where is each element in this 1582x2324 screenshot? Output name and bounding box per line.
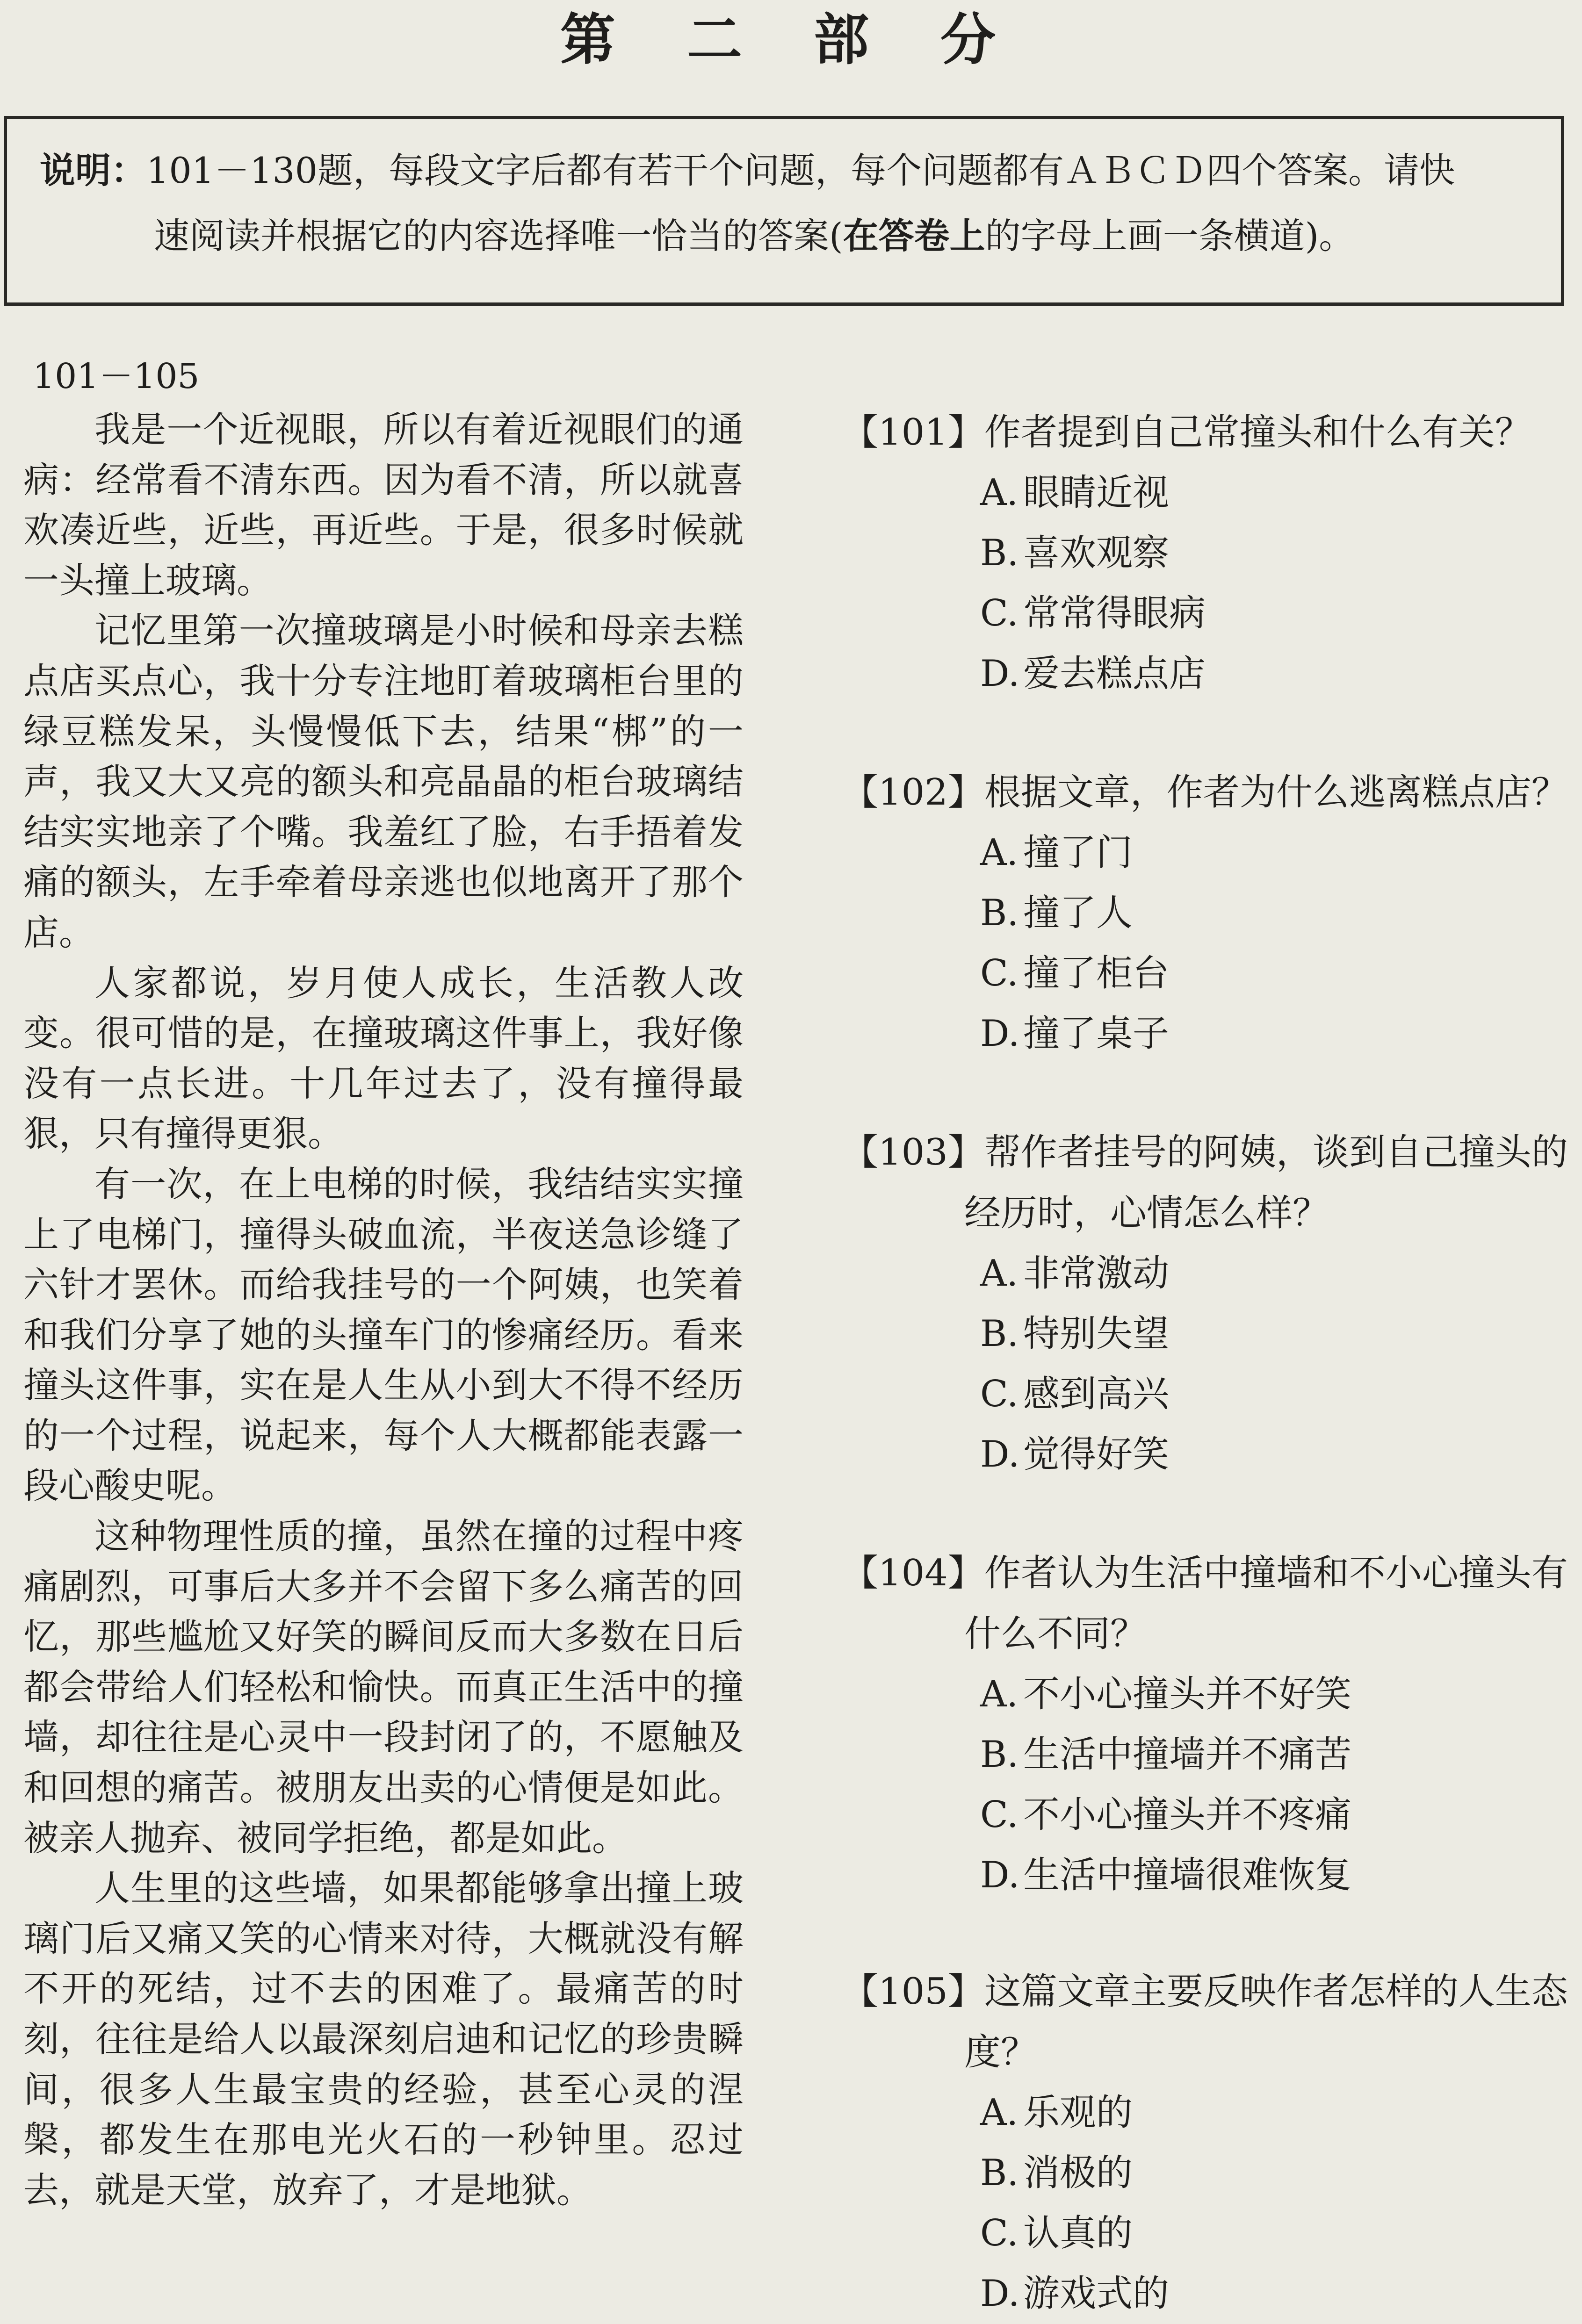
option-letter: B.: [980, 892, 1019, 934]
instructions-emphasis: 在答卷上: [843, 215, 985, 257]
option-list: [842, 1664, 1571, 1906]
option-letter: C.: [980, 592, 1019, 634]
question-stem: [842, 402, 1571, 463]
passage-paragraph: 有一次，在上电梯的时候，我结结实实撞上了电梯门，撞得头破血流，半夜送急诊缝了六针才罢休。而给我挂号的一个阿姨，也笑着和我们分享了她的头撞车门的惨痛经历。看来撞头这件事，实在是人生从小到大不得不经历的一个过程，说起来，每个人大概都能表露一段心酸史呢。: [23, 1163, 744, 1507]
option-b[interactable]: [980, 1304, 1571, 1364]
instructions-text-2: 速阅读并根据它的内容选择唯一恰当的答案(: [154, 215, 843, 257]
option-letter: D.: [980, 1854, 1020, 1896]
option-text: 撞了柜台: [1023, 952, 1170, 994]
question-stem: [842, 1543, 1571, 1664]
option-text: 非常激动: [1023, 1252, 1170, 1295]
instructions-box: [4, 116, 1564, 306]
option-letter: A.: [980, 1673, 1019, 1715]
option-letter: D.: [980, 2273, 1020, 2315]
option-letter: D.: [980, 1013, 1020, 1055]
option-a[interactable]: [980, 1664, 1571, 1725]
question-text: 这篇文章主要反映作者怎样的人生态度？: [964, 1971, 1568, 2073]
question-103: [842, 1122, 1571, 1485]
instructions-text-3: 的字母上画一条横道)。: [985, 215, 1355, 257]
question-number: 【105】: [842, 1971, 984, 2013]
option-letter: B.: [980, 1734, 1019, 1776]
option-list: [842, 2083, 1571, 2324]
option-letter: B.: [980, 2152, 1019, 2194]
option-c[interactable]: [980, 583, 1571, 644]
question-text: 帮作者挂号的阿姨，谈到自己撞头的经历时，心情怎么样？: [964, 1131, 1568, 1234]
option-letter: D.: [980, 653, 1020, 695]
option-letter: B.: [980, 532, 1019, 574]
option-text: 游戏式的: [1023, 2273, 1170, 2315]
instructions-line-1: [40, 143, 1455, 199]
passage-paragraph: 这种物理性质的撞，虽然在撞的过程中疼痛剧烈，可事后大多并不会留下多么痛苦的回忆，那些尴尬又好笑的瞬间反而大多数在日后都会带给人们轻松和愉快。而真正生活中的撞墙，却往往是心灵中一段封闭了的，不愿触及和回想的痛苦。被朋友出卖的心情便是如此。被亲人抛弃、被同学拒绝，都是如此。: [23, 1515, 744, 1859]
option-b[interactable]: [980, 523, 1571, 583]
option-letter: A.: [980, 472, 1019, 514]
option-a[interactable]: [980, 463, 1571, 523]
question-stem: [842, 1961, 1571, 2083]
option-c[interactable]: [980, 1785, 1571, 1845]
option-list: [842, 463, 1571, 704]
option-text: 觉得好笑: [1023, 1433, 1170, 1475]
option-text: 撞了人: [1023, 892, 1133, 934]
option-text: 认真的: [1023, 2212, 1133, 2254]
page-title: 第 二 部 分: [560, 7, 1022, 72]
instructions-label: 说明：: [40, 150, 146, 191]
question-text: 根据文章，作者为什么逃离糕点店？: [984, 771, 1568, 813]
option-b[interactable]: [980, 2143, 1571, 2203]
option-c[interactable]: [980, 1364, 1571, 1425]
reading-passage: [23, 348, 744, 2215]
option-text: 不小心撞头并不疼痛: [1023, 1794, 1352, 1836]
question-102: [842, 762, 1571, 1064]
option-letter: A.: [980, 832, 1019, 874]
option-a[interactable]: [980, 1244, 1571, 1304]
option-text: 生活中撞墙很难恢复: [1023, 1854, 1352, 1896]
option-text: 常常得眼病: [1023, 592, 1206, 634]
option-c[interactable]: [980, 2203, 1571, 2264]
passage-paragraph: 人生里的这些墙，如果都能够拿出撞上玻璃门后又痛又笑的心情来对待，大概就没有解不开的死结，过不去的困难了。最痛苦的时刻，往往是给人以最深刻启迪和记忆的珍贵瞬间，很多人生最宝贵的经验，甚至心灵的涅槃，都发生在那电光火石的一秒钟里。忍过去，就是天堂，放弃了，才是地狱。: [23, 1867, 744, 2211]
option-d[interactable]: [980, 2264, 1571, 2324]
question-text: 作者提到自己常撞头和什么有关？: [984, 411, 1531, 453]
option-text: 感到高兴: [1023, 1373, 1170, 1415]
option-letter: D.: [980, 1433, 1020, 1475]
option-text: 撞了桌子: [1023, 1013, 1170, 1055]
option-letter: C.: [980, 952, 1019, 994]
question-text: 作者认为生活中撞墙和不小心撞头有什么不同？: [964, 1552, 1568, 1655]
option-list: [842, 1244, 1571, 1485]
option-a[interactable]: [980, 823, 1571, 883]
option-text: 不小心撞头并不好笑: [1023, 1673, 1352, 1715]
option-d[interactable]: [980, 1845, 1571, 1906]
option-text: 乐观的: [1023, 2092, 1133, 2134]
option-letter: B.: [980, 1313, 1019, 1355]
question-number: 【101】: [842, 411, 984, 453]
option-letter: C.: [980, 1794, 1019, 1836]
option-text: 特别失望: [1023, 1313, 1170, 1355]
instructions-line-2: [154, 208, 1354, 264]
option-text: 喜欢观察: [1023, 532, 1170, 574]
option-a[interactable]: [980, 2083, 1571, 2143]
option-text: 爱去糕点店: [1023, 653, 1206, 695]
option-text: 消极的: [1023, 2152, 1133, 2194]
question-104: [842, 1543, 1571, 1906]
option-b[interactable]: [980, 1725, 1571, 1785]
question-105: [842, 1961, 1571, 2324]
passage-paragraph: 记忆里第一次撞玻璃是小时候和母亲去糕点店买点心，我十分专注地盯着玻璃柜台里的绿豆糕发呆，头慢慢低下去，结果“梆”的一声，我又大又亮的额头和亮晶晶的柜台玻璃结结实实地亲了个嘴。我羞红了脸，右手捂着发痛的额头，左手牵着母亲逃也似地离开了那个店。: [23, 610, 744, 953]
question-101: [842, 402, 1571, 704]
option-text: 撞了门: [1023, 832, 1133, 874]
option-letter: A.: [980, 2092, 1019, 2134]
passage-paragraph: 我是一个近视眼，所以有着近视眼们的通病：经常看不清东西。因为看不清，所以就喜欢凑近些，近些，再近些。于是，很多时候就一头撞上玻璃。: [23, 409, 744, 601]
option-letter: C.: [980, 1373, 1019, 1415]
option-b[interactable]: [980, 883, 1571, 943]
question-number: 【103】: [842, 1131, 984, 1173]
option-letter: A.: [980, 1252, 1019, 1295]
question-number: 【102】: [842, 771, 984, 813]
question-stem: [842, 1122, 1571, 1244]
option-d[interactable]: [980, 1004, 1571, 1064]
option-d[interactable]: [980, 644, 1571, 704]
instructions-text-1: 101－130题，每段文字后都有若干个问题，每个问题都有ＡＢＣＤ四个答案。请快: [146, 150, 1455, 191]
option-text: 生活中撞墙并不痛苦: [1023, 1734, 1352, 1776]
passage-paragraph: 人家都说，岁月使人成长，生活教人改变。很可惜的是，在撞玻璃这件事上，我好像没有一点长进。十几年过去了，没有撞得最狠，只有撞得更狠。: [23, 962, 744, 1155]
question-range: 101－105: [33, 356, 200, 396]
question-stem: [842, 762, 1571, 823]
question-number: 【104】: [842, 1552, 984, 1594]
option-c[interactable]: [980, 943, 1571, 1004]
option-text: 眼睛近视: [1023, 472, 1170, 514]
option-list: [842, 823, 1571, 1064]
option-letter: C.: [980, 2212, 1019, 2254]
option-d[interactable]: [980, 1425, 1571, 1485]
